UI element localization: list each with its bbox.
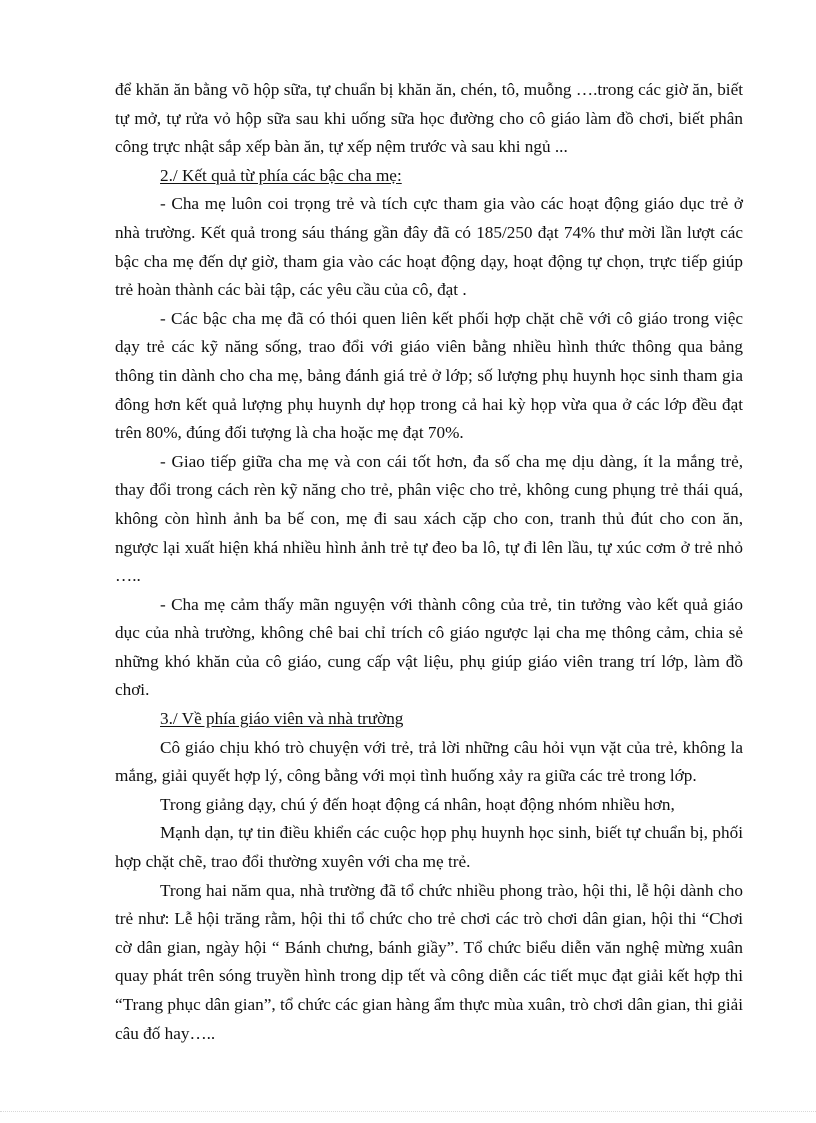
page-bottom-divider [0, 1111, 816, 1112]
paragraph-parents-communication: - Giao tiếp giữa cha mẹ và con cái tốt hơn, đa số cha mẹ dịu dàng, ít la mắng trẻ, thay đổi trong cách rèn kỹ năng cho trẻ, phân việc cho trẻ, không cung phụng trẻ thái quá, không còn hình ảnh ba bế con, mẹ đi sau xách cặp cho con, tranh thủ đút cho con ăn, ngược lại xuất hiện khá nhiều hình ảnh trẻ tự đeo ba lô, tự đi lên lầu, tự xúc cơm ở trẻ nhỏ ….. [115, 451, 743, 586]
section-heading-parents-text: 2./ Kết quả từ phía các bậc cha mẹ: [160, 165, 402, 185]
document-page [115, 76, 743, 1048]
section-heading-teachers-text: 3./ Về phía giáo viên và nhà trường [160, 709, 404, 729]
section-heading-teachers [115, 705, 743, 734]
paragraph-teaching-focus: Trong giảng dạy, chú ý đến hoạt động cá nhân, hoạt động nhóm nhiều hơn, [160, 794, 675, 814]
paragraph-confidence: Mạnh dạn, tự tin điều khiển các cuộc họp phụ huynh học sinh, biết tự chuẩn bị, phối hợp chặt chẽ, trao đổi thường xuyên với cha mẹ trẻ. [115, 823, 743, 872]
paragraph-continuation: để khăn ăn bằng võ hộp sữa, tự chuẩn bị khăn ăn, chén, tô, muỗng ….trong các giờ ăn, biết tự mở, tự rửa vỏ hộp sữa sau khi uống sữa học đường cho cô giáo làm đồ chơi, biết phân công trực nhật sắp xếp bàn ăn, tự xếp nệm trước và sau khi ngủ ... [115, 80, 743, 157]
paragraph-teacher-talks: Cô giáo chịu khó trò chuyện với trẻ, trả lời những câu hỏi vụn vặt của trẻ, không la mắng, giải quyết hợp lý, công bằng với mọi tình huống xảy ra giữa các trẻ trong lớp. [115, 737, 743, 786]
paragraph-school-events: Trong hai năm qua, nhà trường đã tổ chức nhiều phong trào, hội thi, lễ hội dành cho trẻ như: Lễ hội trăng rằm, hội thi tổ chức cho trẻ chơi các trò chơi dân gian, hội thi “Chơi cờ dân gian, ngày hội “ Bánh chưng, bánh giầy”. Tổ chức biểu diễn văn nghệ mừng xuân quay phát trên sóng truyền hình trong dịp tết và công diễn các tiết mục đạt giải kết hợp thi “Trang phục dân gian”, tổ chức các gian hàng ẩm thực mùa xuân, trò chơi dân gian, thi giải câu đố hay….. [115, 880, 743, 1043]
section-heading-parents [115, 162, 743, 191]
paragraph-parents-cooperation: - Các bậc cha mẹ đã có thói quen liên kết phối hợp chặt chẽ với cô giáo trong việc dạy trẻ các kỹ năng sống, trao đổi với giáo viên bằng nhiều hình thức thông qua bảng thông tin dành cho cha mẹ, bảng đánh giá trẻ ở lớp; số lượng phụ huynh học sinh tham gia đông hơn kết quả lượng phụ huynh dự họp trong cả hai kỳ họp vừa qua ở các lớp đều đạt trên 80%, đúng đối tượng là cha hoặc mẹ đạt 70%. [115, 308, 743, 443]
paragraph-parents-satisfaction: - Cha mẹ cảm thấy mãn nguyện với thành công của trẻ, tin tưởng vào kết quả giáo dục của nhà trường, không chê bai chỉ trích cô giáo ngược lại cha mẹ thông cảm, chia sẻ những khó khăn của cô giáo, cung cấp vật liệu, phụ giúp giáo viên trang trí lớp, làm đồ chơi. [115, 594, 743, 700]
paragraph-parents-participation: - Cha mẹ luôn coi trọng trẻ và tích cực tham gia vào các hoạt động giáo dục trẻ ở nhà trường. Kết quả trong sáu tháng gần đây đã có 185/250 đạt 74% thư mời lần lượt các bậc cha mẹ đến dự giờ, tham gia vào các hoạt động dạy, hoạt động tự chọn, trực tiếp giúp trẻ hoàn thành các bài tập, các yêu cầu của cô, đạt . [115, 194, 743, 300]
